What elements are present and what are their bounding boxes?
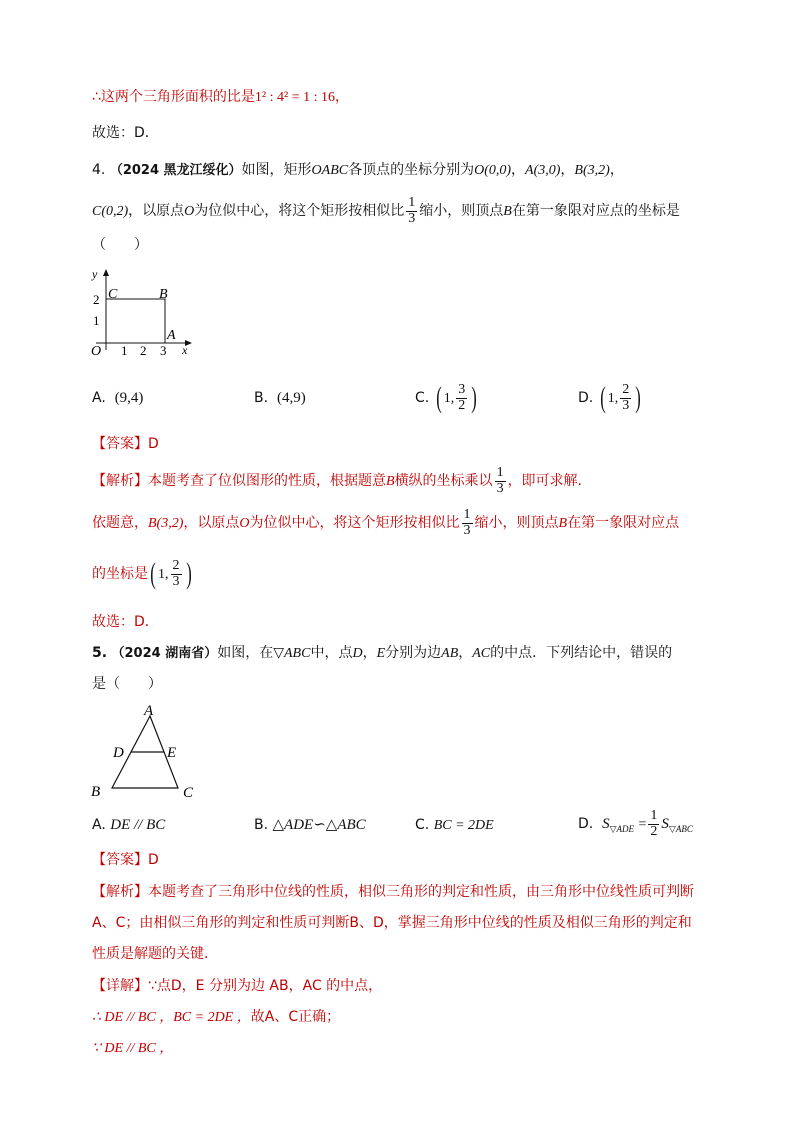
q4-stem-line-1: 4. （2024 黑龙江绥化）如图，矩形OABC各顶点的坐标分别为O(0,0)，A(3,0)，B(3,2)， [92,162,624,178]
q4-y-tick-1: 1 [93,313,100,328]
q5-analysis-line-2: A、C；由相似三角形的判定和性质可判断B、D，掌握三角形中位线的性质及相似三角形的判定和 [92,915,692,931]
q5-point-a: A [144,703,154,719]
q4-rectangle-figure [86,266,198,356]
q5-stem-line-1: 5. （2024 湖南省）如图，在▽ABC中，点D，E分别为边AB，AC的中点．下列结论中，错误的 [92,645,673,661]
q4-choose: 故选：D． [92,614,159,630]
q4-rectangle-oabc [106,299,165,343]
q4-detail-line-1: 依题意，B(3,2)，以原点O为位似中心，将这个矩形按相似比 $\frac{1}{3}$ 缩小，则顶点B在第一象限对应点 [92,507,680,538]
q3-answer: 故选：D． [92,125,159,141]
q4-point-a: A [167,328,176,343]
q4-option-b[interactable]: B. (4,9) [254,390,306,406]
q4-point-c: C [108,287,118,302]
q5-analysis-line-1: 【解析】本题考查了三角形中位线的性质，相似三角形的判定和性质，由三角形中位线性质可判断 [92,884,694,900]
q4-blank: （ ） [92,237,148,253]
q4-point-b: B [159,287,168,302]
q5-triangle-figure [86,700,206,804]
q5-point-e: E [167,745,177,761]
q5-point-b: B [91,784,101,800]
q4-answer: 【答案】D [92,436,159,452]
q4-stem-line-2: C(0,2)，以原点O为位似中心，将这个矩形按相似比 $\frac{1}{3}$ 缩小，则顶点B在第一象限对应点的坐标是 [92,195,680,226]
q5-option-c[interactable]: C. BC = 2DE [415,817,494,833]
q4-x-tick-1: 1 [121,343,128,356]
q4-x-label: x [182,343,188,356]
q4-y-arrow [103,269,109,276]
q4-x-tick-2: 2 [140,343,147,356]
q4-analysis: 【解析】本题考查了位似图形的性质，根据题意B横纵的坐标乘以 $\frac{1}{3}$ ，即可求解． [92,465,592,496]
q5-detail-line-1: 【详解】∵点D，E 分别为边 AB，AC 的中点， [92,978,383,994]
q4-x-tick-3: 3 [160,343,167,356]
q5-option-d[interactable]: D. $S_{▽ADE}$ = $\frac{1}{2}$ $S_{▽ABC}$ [578,807,693,839]
q5-stem-line-2: 是（ ） [92,676,162,692]
q4-ratio-fraction: $\frac{1}{3}$ [408,195,416,226]
q5-detail-line-2: ∴ DE // BC ，BC = 2DE ，故A、C正确； [92,1009,341,1025]
q3-conclusion: ∴这两个三角形面积的比是1² : 4² = 1 : 16， [92,89,349,105]
q5-point-d: D [113,745,124,761]
q5-option-b[interactable]: B. △ADE∽△ABC [254,817,366,833]
q4-option-c[interactable]: C. ( 1, $\frac{3}{2}$ ) [415,381,477,414]
q5-detail-line-3: ∵ DE // BC ， [92,1041,174,1056]
q5-point-c: C [183,785,194,801]
q5-answer: 【答案】D [92,852,159,868]
q4-y-tick-2: 2 [93,292,100,307]
q5-option-a[interactable]: A. DE // BC [92,817,166,833]
q4-option-d[interactable]: D. ( 1, $\frac{2}{3}$ ) [578,381,641,414]
q4-origin-label: O [91,344,102,356]
q4-y-label: y [92,267,98,281]
q4-option-a[interactable]: A. (9,4) [92,390,144,406]
q4-detail-line-2: 的坐标是( 1, $\frac{2}{3}$ ) [92,557,192,590]
q5-analysis-line-3: 性质是解题的关键． [92,946,218,962]
